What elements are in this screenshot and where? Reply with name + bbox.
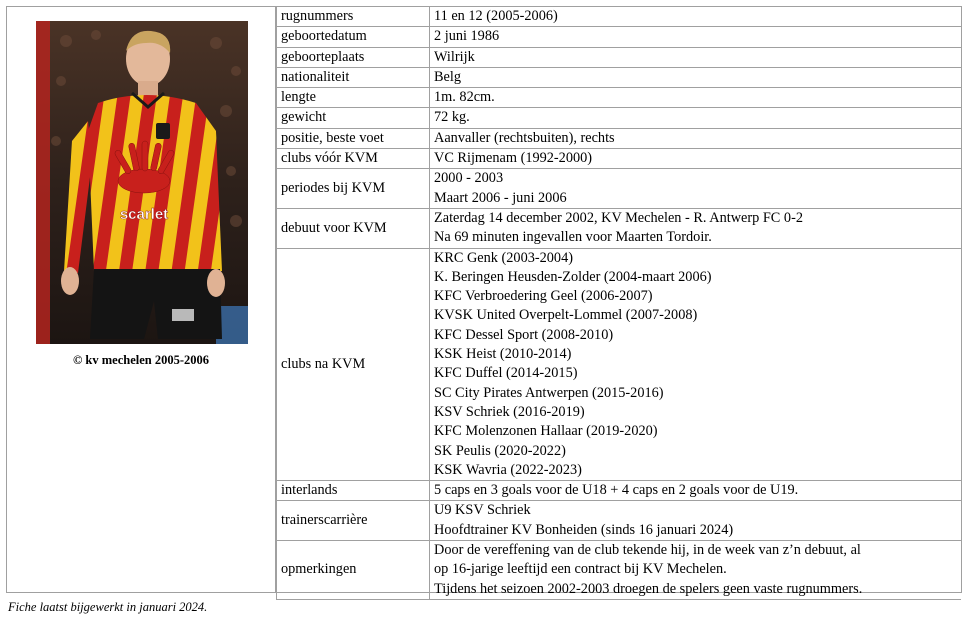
info-row [277, 67, 962, 87]
value-line: KFC Dessel Sport (2008-2010) [434, 326, 614, 343]
footnote: Fiche laatst bijgewerkt in januari 2024. [8, 600, 208, 614]
value-line: KFC Verbroedering Geel (2006-2007) [434, 288, 653, 305]
value-line: Door de vereffening van de club tekende hij, in de week van z’n debuut, al [434, 542, 861, 559]
value-line: SK Peulis (2020-2022) [434, 442, 566, 459]
row-label: gewicht [277, 108, 430, 128]
value-line: KRC Genk (2003-2004) [434, 249, 573, 266]
value-line: 2 juni 1986 [434, 28, 500, 45]
row-label: opmerkingen [277, 541, 430, 600]
row-label: geboorteplaats [277, 47, 430, 67]
value-line: KSK Heist (2010-2014) [434, 346, 572, 363]
value-line: Wilrijk [434, 48, 475, 65]
photo-cell [7, 7, 276, 592]
value-line: SC City Pirates Antwerpen (2015-2016) [434, 384, 664, 401]
row-label: periodes bij KVM [277, 169, 430, 209]
value-line: 5 caps en 3 goals voor de U18 + 4 caps en 2 goals voor de U19. [434, 482, 799, 499]
row-label: clubs vóór KVM [277, 149, 430, 169]
value-line: Maart 2006 - juni 2006 [434, 189, 567, 206]
info-row [277, 128, 962, 148]
row-value [430, 248, 962, 481]
info-row [277, 27, 962, 47]
row-value [430, 149, 962, 169]
row-label: lengte [277, 88, 430, 108]
sponsor-logo-text: scarlet [119, 206, 169, 223]
row-label: debuut voor KVM [277, 208, 430, 248]
row-value [430, 481, 962, 501]
value-line: U9 KSV Schriek [434, 502, 531, 519]
info-table [276, 7, 961, 600]
row-value [430, 88, 962, 108]
row-value [430, 541, 962, 600]
row-value [430, 47, 962, 67]
row-label: clubs na KVM [277, 248, 430, 481]
info-row [277, 108, 962, 128]
value-line: KSK Wavria (2022-2023) [434, 461, 582, 478]
row-value [430, 27, 962, 47]
info-row [277, 208, 962, 248]
photo-caption: © kv mechelen 2005-2006 [72, 353, 210, 367]
row-label: positie, beste voet [277, 128, 430, 148]
value-line: VC Rijmenam (1992-2000) [434, 150, 593, 167]
row-value [430, 128, 962, 148]
row-label: nationaliteit [277, 67, 430, 87]
row-value [430, 208, 962, 248]
info-row [277, 169, 962, 209]
info-row [277, 7, 962, 27]
value-line: 1m. 82cm. [434, 89, 495, 106]
row-value [430, 501, 962, 541]
player-fiche [6, 6, 962, 597]
row-label: rugnummers [277, 7, 430, 27]
value-line: KVSK United Overpelt-Lommel (2007-2008) [434, 307, 698, 324]
value-line: op 16-jarige leeftijd een contract bij KV Mechelen. [434, 561, 727, 578]
value-line: Zaterdag 14 december 2002, KV Mechelen - R. Antwerp FC 0-2 [434, 209, 803, 226]
row-value [430, 7, 962, 27]
player-photo [36, 21, 248, 344]
row-value [430, 108, 962, 128]
info-row [277, 248, 962, 481]
value-line: 11 en 12 (2005-2006) [434, 8, 558, 24]
value-line: KSV Schriek (2016-2019) [434, 403, 585, 420]
info-row [277, 149, 962, 169]
value-line: Hoofdtrainer KV Bonheiden (sinds 16 januari 2024) [434, 521, 734, 538]
row-label: geboortedatum [277, 27, 430, 47]
value-line: KFC Molenzonen Hallaar (2019-2020) [434, 423, 658, 440]
value-line: Na 69 minuten ingevallen voor Maarten Tordoir. [434, 229, 712, 246]
info-row [277, 501, 962, 541]
row-label: trainerscarrière [277, 501, 430, 541]
value-line: K. Beringen Heusden-Zolder (2004-maart 2006) [434, 268, 712, 285]
row-value [430, 169, 962, 209]
value-line: Aanvaller (rechtsbuiten), rechts [434, 129, 615, 146]
value-line: Tijdens het seizoen 2002-2003 droegen de spelers geen vaste rugnummers. [434, 580, 863, 597]
value-line: Belg [434, 68, 462, 85]
info-row [277, 541, 962, 600]
value-line: KFC Duffel (2014-2015) [434, 365, 578, 382]
info-row [277, 88, 962, 108]
value-line: 2000 - 2003 [434, 170, 504, 187]
row-label: interlands [277, 481, 430, 501]
value-line: 72 kg. [434, 109, 470, 126]
info-row [277, 47, 962, 67]
info-row [277, 481, 962, 501]
row-value [430, 67, 962, 87]
